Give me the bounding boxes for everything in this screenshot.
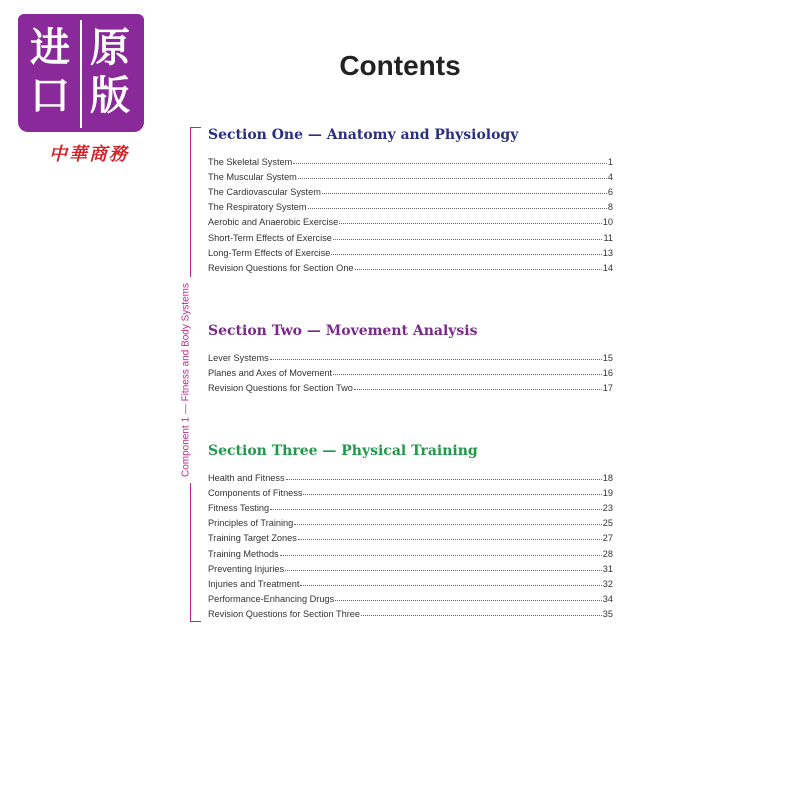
- dot-leader: [361, 614, 602, 616]
- dot-leader: [335, 599, 602, 601]
- toc-entry-title: Planes and Axes of Movement: [208, 368, 333, 379]
- toc-entry[interactable]: [208, 212, 613, 227]
- toc-entry-page: 11: [603, 232, 613, 243]
- dot-leader: [285, 569, 602, 571]
- toc-entry[interactable]: [208, 378, 613, 393]
- toc-entry-title: Training Target Zones: [208, 533, 297, 544]
- toc-entry-title: Components of Fitness: [208, 488, 303, 499]
- dot-leader: [298, 538, 602, 540]
- section-title: Section One — Anatomy and Physiology: [208, 127, 519, 143]
- toc-entry-page: 27: [602, 533, 613, 544]
- toc-entry-page: 17: [602, 383, 613, 394]
- toc-entry-page: 18: [602, 473, 613, 484]
- toc-entry-page: 6: [607, 187, 613, 198]
- toc-entry-title: The Respiratory System: [208, 202, 307, 213]
- dot-leader: [280, 554, 602, 556]
- toc-entry-title: Health and Fitness: [208, 473, 285, 484]
- section-two: [208, 323, 613, 393]
- toc-entry-title: Revision Questions for Section One: [208, 262, 354, 273]
- toc-entry-page: 15: [602, 353, 613, 364]
- toc-entry[interactable]: [208, 227, 613, 242]
- logo-char: 进: [30, 24, 70, 71]
- dot-leader: [286, 478, 602, 480]
- logo-char: 口: [30, 72, 70, 119]
- toc-entry-page: 34: [602, 593, 613, 604]
- dot-leader: [298, 177, 607, 179]
- toc-entry[interactable]: [208, 348, 613, 363]
- dot-leader: [354, 388, 602, 390]
- toc-entry-page: 10: [602, 217, 613, 228]
- toc-entry-page: 25: [602, 518, 613, 529]
- toc-entry-title: Preventing Injuries: [208, 563, 285, 574]
- toc-entry[interactable]: [208, 483, 613, 498]
- toc-entry-title: Revision Questions for Section Two: [208, 383, 353, 394]
- logo-char: 版: [90, 72, 130, 119]
- toc-entry-page: 14: [602, 262, 613, 273]
- toc-entry[interactable]: [208, 468, 613, 483]
- section-title: Section Three — Physical Training: [208, 443, 478, 459]
- toc-entry-title: Training Methods: [208, 548, 279, 559]
- toc-entry[interactable]: [208, 197, 613, 212]
- toc-entry-page: 13: [602, 247, 613, 258]
- toc-entry-title: Revision Questions for Section Three: [208, 608, 361, 619]
- toc-entry-title: Aerobic and Anaerobic Exercise: [208, 217, 339, 228]
- toc-entry-page: 32: [602, 578, 613, 589]
- toc-entry-title: The Cardiovascular System: [208, 187, 321, 198]
- dot-leader: [339, 222, 602, 224]
- toc-entry-page: 16: [602, 368, 613, 379]
- toc-entry-page: 31: [602, 563, 613, 574]
- toc-entry[interactable]: [208, 543, 613, 558]
- section-one: [208, 127, 613, 273]
- dot-leader: [300, 584, 601, 586]
- component-label: Component 1 — Fitness and Body Systems: [181, 277, 192, 483]
- toc-entry[interactable]: [208, 243, 613, 258]
- toc-entry[interactable]: [208, 182, 613, 197]
- dot-leader: [293, 162, 607, 164]
- toc-entry-page: 4: [607, 172, 613, 183]
- publisher-logo: [14, 14, 146, 164]
- page-title: Contents: [339, 50, 461, 81]
- toc-entry-title: Performance-Enhancing Drugs: [208, 593, 335, 604]
- dot-leader: [333, 238, 603, 240]
- toc-entry-page: 35: [602, 608, 613, 619]
- toc-entry[interactable]: [208, 152, 613, 167]
- logo-subtitle: 中華商務: [49, 144, 129, 165]
- toc-entry-title: Fitness Testing: [208, 503, 270, 514]
- toc-entry-title: Short-Term Effects of Exercise: [208, 232, 332, 243]
- toc-entry-title: Lever Systems: [208, 353, 269, 364]
- dot-leader: [308, 207, 607, 209]
- toc-entry-title: Long-Term Effects of Exercise: [208, 247, 331, 258]
- toc-entry-title: Principles of Training: [208, 518, 294, 529]
- toc-entry[interactable]: [208, 574, 613, 589]
- toc-entry[interactable]: [208, 258, 613, 273]
- toc-entry-page: 8: [607, 202, 613, 213]
- toc-entry[interactable]: [208, 559, 613, 574]
- toc-entry-title: Injuries and Treatment: [208, 578, 300, 589]
- toc-entry[interactable]: [208, 498, 613, 513]
- dot-leader: [294, 523, 601, 525]
- toc-entry-title: The Skeletal System: [208, 157, 293, 168]
- toc-entry[interactable]: [208, 167, 613, 182]
- dot-leader: [270, 508, 602, 510]
- toc-entry-title: The Muscular System: [208, 172, 297, 183]
- toc-entry[interactable]: [208, 604, 613, 619]
- section-three: [208, 443, 613, 619]
- dot-leader: [322, 192, 607, 194]
- toc-entry[interactable]: [208, 528, 613, 543]
- toc-entry-page: 28: [602, 548, 613, 559]
- toc-entry-page: 23: [602, 503, 613, 514]
- toc-entry[interactable]: [208, 513, 613, 528]
- toc-entry[interactable]: [208, 589, 613, 604]
- dot-leader: [333, 373, 602, 375]
- toc-entry-page: 19: [602, 488, 613, 499]
- dot-leader: [303, 493, 601, 495]
- dot-leader: [270, 358, 602, 360]
- component-label-wrap: [166, 270, 206, 490]
- toc-entry-page: 1: [607, 157, 613, 168]
- toc-entry[interactable]: [208, 363, 613, 378]
- logo-char: 原: [90, 24, 130, 71]
- dot-leader: [355, 268, 602, 270]
- dot-leader: [331, 253, 601, 255]
- section-title: Section Two — Movement Analysis: [208, 323, 478, 339]
